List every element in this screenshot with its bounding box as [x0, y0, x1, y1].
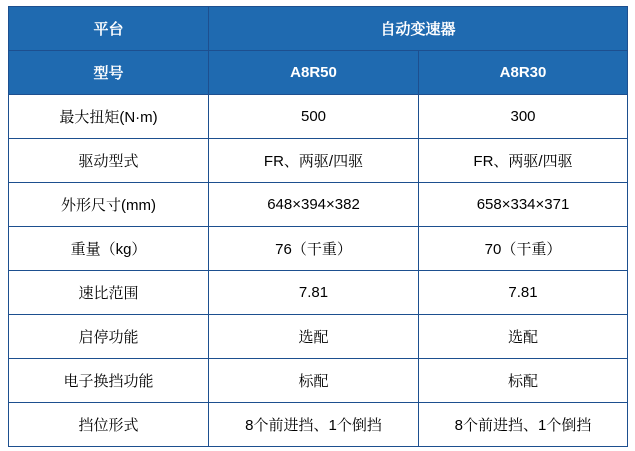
table-row [9, 227, 628, 271]
row-label: 速比范围 [9, 271, 209, 315]
row-label: 重量（kg） [9, 227, 209, 271]
header-cell-platform-value: 自动变速器 [209, 7, 628, 51]
row-value-a: 7.81 [209, 271, 419, 315]
row-value-b: FR、两驱/四驱 [419, 139, 628, 183]
row-label: 最大扭矩(N·m) [9, 95, 209, 139]
row-value-a: 500 [209, 95, 419, 139]
row-label: 驱动型式 [9, 139, 209, 183]
row-value-b: 8个前进挡、1个倒挡 [419, 403, 628, 447]
table-row [9, 359, 628, 403]
table-row [9, 139, 628, 183]
row-label: 电子换挡功能 [9, 359, 209, 403]
row-value-b: 7.81 [419, 271, 628, 315]
table-row [9, 271, 628, 315]
table-row [9, 183, 628, 227]
specification-table [8, 6, 628, 447]
row-value-b: 70（干重） [419, 227, 628, 271]
row-value-a: 标配 [209, 359, 419, 403]
header-cell-model-label: 型号 [9, 51, 209, 95]
row-label: 外形尺寸(mm) [9, 183, 209, 227]
row-value-a: 76（干重） [209, 227, 419, 271]
row-label: 挡位形式 [9, 403, 209, 447]
row-value-a: FR、两驱/四驱 [209, 139, 419, 183]
row-value-a: 8个前进挡、1个倒挡 [209, 403, 419, 447]
table-row [9, 403, 628, 447]
row-value-a: 选配 [209, 315, 419, 359]
row-value-b: 选配 [419, 315, 628, 359]
row-value-b: 300 [419, 95, 628, 139]
table-header-row-platform [9, 7, 628, 51]
row-value-b: 标配 [419, 359, 628, 403]
table-row [9, 95, 628, 139]
row-label: 启停功能 [9, 315, 209, 359]
row-value-a: 648×394×382 [209, 183, 419, 227]
table-header-row-model [9, 51, 628, 95]
table-row [9, 315, 628, 359]
header-cell-model-a8r30: A8R30 [419, 51, 628, 95]
header-cell-platform-label: 平台 [9, 7, 209, 51]
row-value-b: 658×334×371 [419, 183, 628, 227]
header-cell-model-a8r50: A8R50 [209, 51, 419, 95]
